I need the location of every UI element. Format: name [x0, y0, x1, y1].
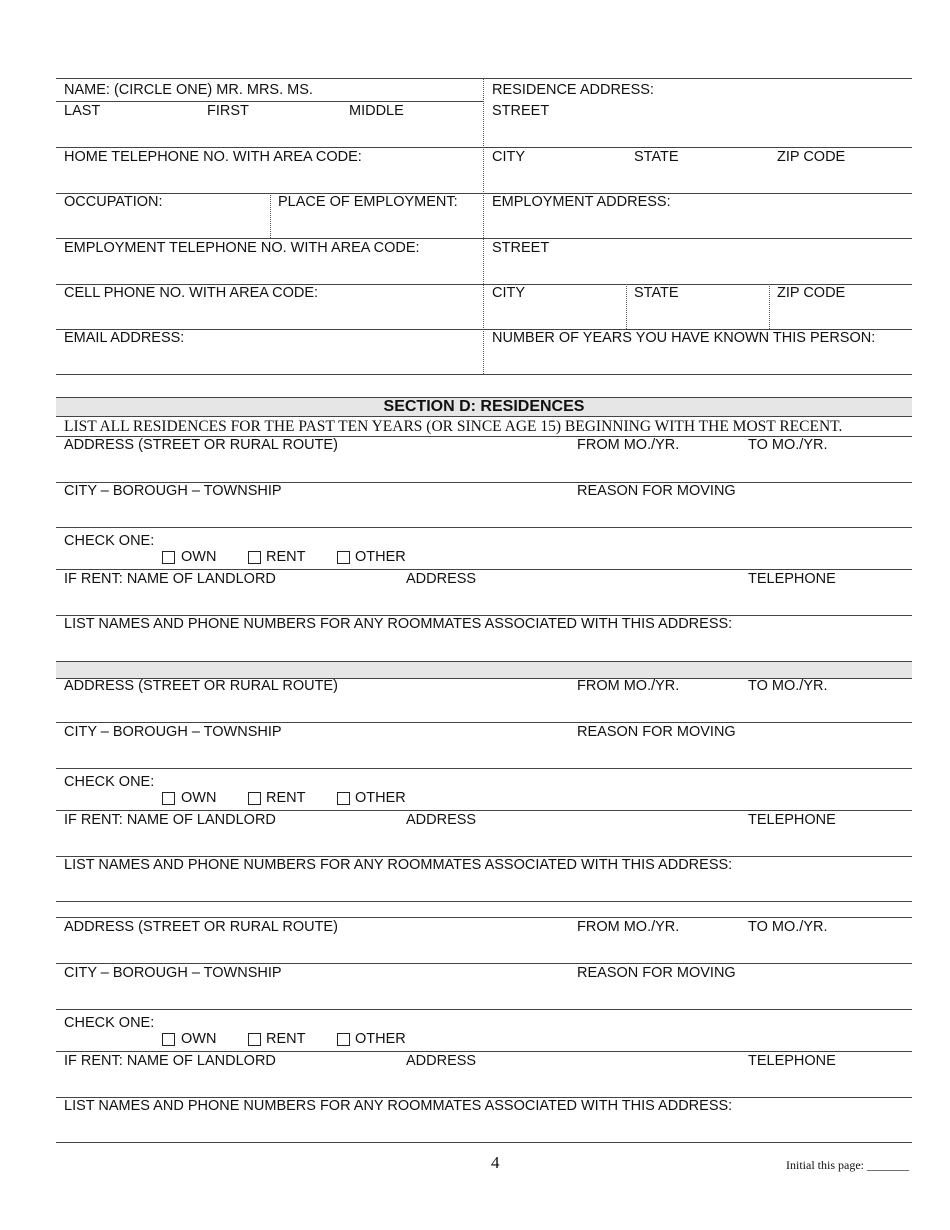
place-of-employment-label: PLACE OF EMPLOYMENT: [278, 194, 458, 210]
first-name-label: FIRST [207, 103, 249, 119]
rule [56, 193, 912, 194]
city-label: CITY – BOROUGH – TOWNSHIP [64, 724, 282, 740]
residence-state-label: STATE [634, 149, 679, 165]
email-label: EMAIL ADDRESS: [64, 330, 185, 346]
column-divider [626, 284, 627, 329]
rule [56, 1051, 912, 1052]
from-date-label: FROM MO./YR. [577, 919, 680, 935]
to-date-label: TO MO./YR. [748, 678, 828, 694]
roommates-label: LIST NAMES AND PHONE NUMBERS FOR ANY ROOMMATES ASSOCIATED WITH THIS ADDRESS: [64, 1098, 733, 1114]
rule [56, 101, 483, 102]
residence-city-label: CITY [492, 149, 526, 165]
employment-zip-label: ZIP CODE [777, 285, 846, 301]
other-checkbox[interactable] [337, 792, 350, 805]
own-checkbox[interactable] [162, 792, 175, 805]
rule [56, 1142, 912, 1143]
other-label: OTHER [355, 790, 406, 806]
other-checkbox[interactable] [337, 1033, 350, 1046]
rule [56, 901, 912, 902]
check-one-label: CHECK ONE: [64, 533, 155, 549]
rent-label: RENT [266, 1031, 306, 1047]
reason-for-moving-label: REASON FOR MOVING [577, 483, 736, 499]
column-divider [769, 284, 770, 329]
own-label: OWN [181, 1031, 217, 1047]
check-one-label: CHECK ONE: [64, 774, 155, 790]
page-number: 4 [491, 1153, 500, 1172]
section-d-instruction: LIST ALL RESIDENCES FOR THE PAST TEN YEARS (OR SINCE AGE 15) BEGINNING WITH THE MOST RECENT. [64, 418, 843, 435]
rule [56, 917, 912, 918]
rule [56, 78, 912, 79]
to-date-label: TO MO./YR. [748, 919, 828, 935]
residence-address-label: RESIDENCE ADDRESS: [492, 82, 654, 98]
own-checkbox[interactable] [162, 551, 175, 564]
landlord-name-label: IF RENT: NAME OF LANDLORD [64, 571, 276, 587]
to-date-label: TO MO./YR. [748, 437, 828, 453]
column-divider [270, 193, 271, 238]
reason-for-moving-label: REASON FOR MOVING [577, 965, 736, 981]
rule [56, 569, 912, 570]
own-checkbox[interactable] [162, 1033, 175, 1046]
other-label: OTHER [355, 549, 406, 565]
landlord-address-label: ADDRESS [406, 812, 477, 828]
landlord-telephone-label: TELEPHONE [748, 571, 836, 587]
last-name-label: LAST [64, 103, 101, 119]
rule [56, 1009, 912, 1010]
address-label: ADDRESS (STREET OR RURAL ROUTE) [64, 678, 338, 694]
rule [56, 238, 912, 239]
rule [56, 374, 912, 375]
residence-street-label: STREET [492, 103, 550, 119]
rent-label: RENT [266, 790, 306, 806]
roommates-label: LIST NAMES AND PHONE NUMBERS FOR ANY ROOMMATES ASSOCIATED WITH THIS ADDRESS: [64, 857, 733, 873]
employment-street-label: STREET [492, 240, 550, 256]
landlord-name-label: IF RENT: NAME OF LANDLORD [64, 1053, 276, 1069]
landlord-name-label: IF RENT: NAME OF LANDLORD [64, 812, 276, 828]
cell-phone-label: CELL PHONE NO. WITH AREA CODE: [64, 285, 319, 301]
initial-this-page-field[interactable]: Initial this page: _______ [786, 1158, 909, 1172]
rule [56, 527, 912, 528]
years-known-label: NUMBER OF YEARS YOU HAVE KNOWN THIS PERSON: [492, 330, 876, 346]
section-d-title: SECTION D: RESIDENCES [383, 398, 585, 415]
check-one-label: CHECK ONE: [64, 1015, 155, 1031]
home-phone-label: HOME TELEPHONE NO. WITH AREA CODE: [64, 149, 362, 165]
landlord-address-label: ADDRESS [406, 1053, 477, 1069]
landlord-address-label: ADDRESS [406, 571, 477, 587]
other-checkbox[interactable] [337, 551, 350, 564]
landlord-telephone-label: TELEPHONE [748, 1053, 836, 1069]
other-label: OTHER [355, 1031, 406, 1047]
from-date-label: FROM MO./YR. [577, 678, 680, 694]
rent-checkbox[interactable] [248, 792, 261, 805]
city-label: CITY – BOROUGH – TOWNSHIP [64, 965, 282, 981]
own-label: OWN [181, 549, 217, 565]
occupation-label: OCCUPATION: [64, 194, 163, 210]
rule [56, 722, 912, 723]
rule [56, 810, 912, 811]
employment-address-label: EMPLOYMENT ADDRESS: [492, 194, 671, 210]
rule [56, 768, 912, 769]
address-label: ADDRESS (STREET OR RURAL ROUTE) [64, 919, 338, 935]
city-label: CITY – BOROUGH – TOWNSHIP [64, 483, 282, 499]
rent-checkbox[interactable] [248, 551, 261, 564]
rent-label: RENT [266, 549, 306, 565]
reason-for-moving-label: REASON FOR MOVING [577, 724, 736, 740]
rule [56, 147, 912, 148]
employment-state-label: STATE [634, 285, 679, 301]
middle-name-label: MIDDLE [349, 103, 404, 119]
residence-zip-label: ZIP CODE [777, 149, 846, 165]
employment-phone-label: EMPLOYMENT TELEPHONE NO. WITH AREA CODE: [64, 240, 420, 256]
landlord-telephone-label: TELEPHONE [748, 812, 836, 828]
name-label: NAME: (CIRCLE ONE) MR. MRS. MS. [64, 82, 313, 98]
from-date-label: FROM MO./YR. [577, 437, 680, 453]
own-label: OWN [181, 790, 217, 806]
roommates-label: LIST NAMES AND PHONE NUMBERS FOR ANY ROOMMATES ASSOCIATED WITH THIS ADDRESS: [64, 616, 733, 632]
separator-band [56, 661, 912, 679]
address-label: ADDRESS (STREET OR RURAL ROUTE) [64, 437, 338, 453]
employment-city-label: CITY [492, 285, 526, 301]
rent-checkbox[interactable] [248, 1033, 261, 1046]
rule [56, 963, 912, 964]
